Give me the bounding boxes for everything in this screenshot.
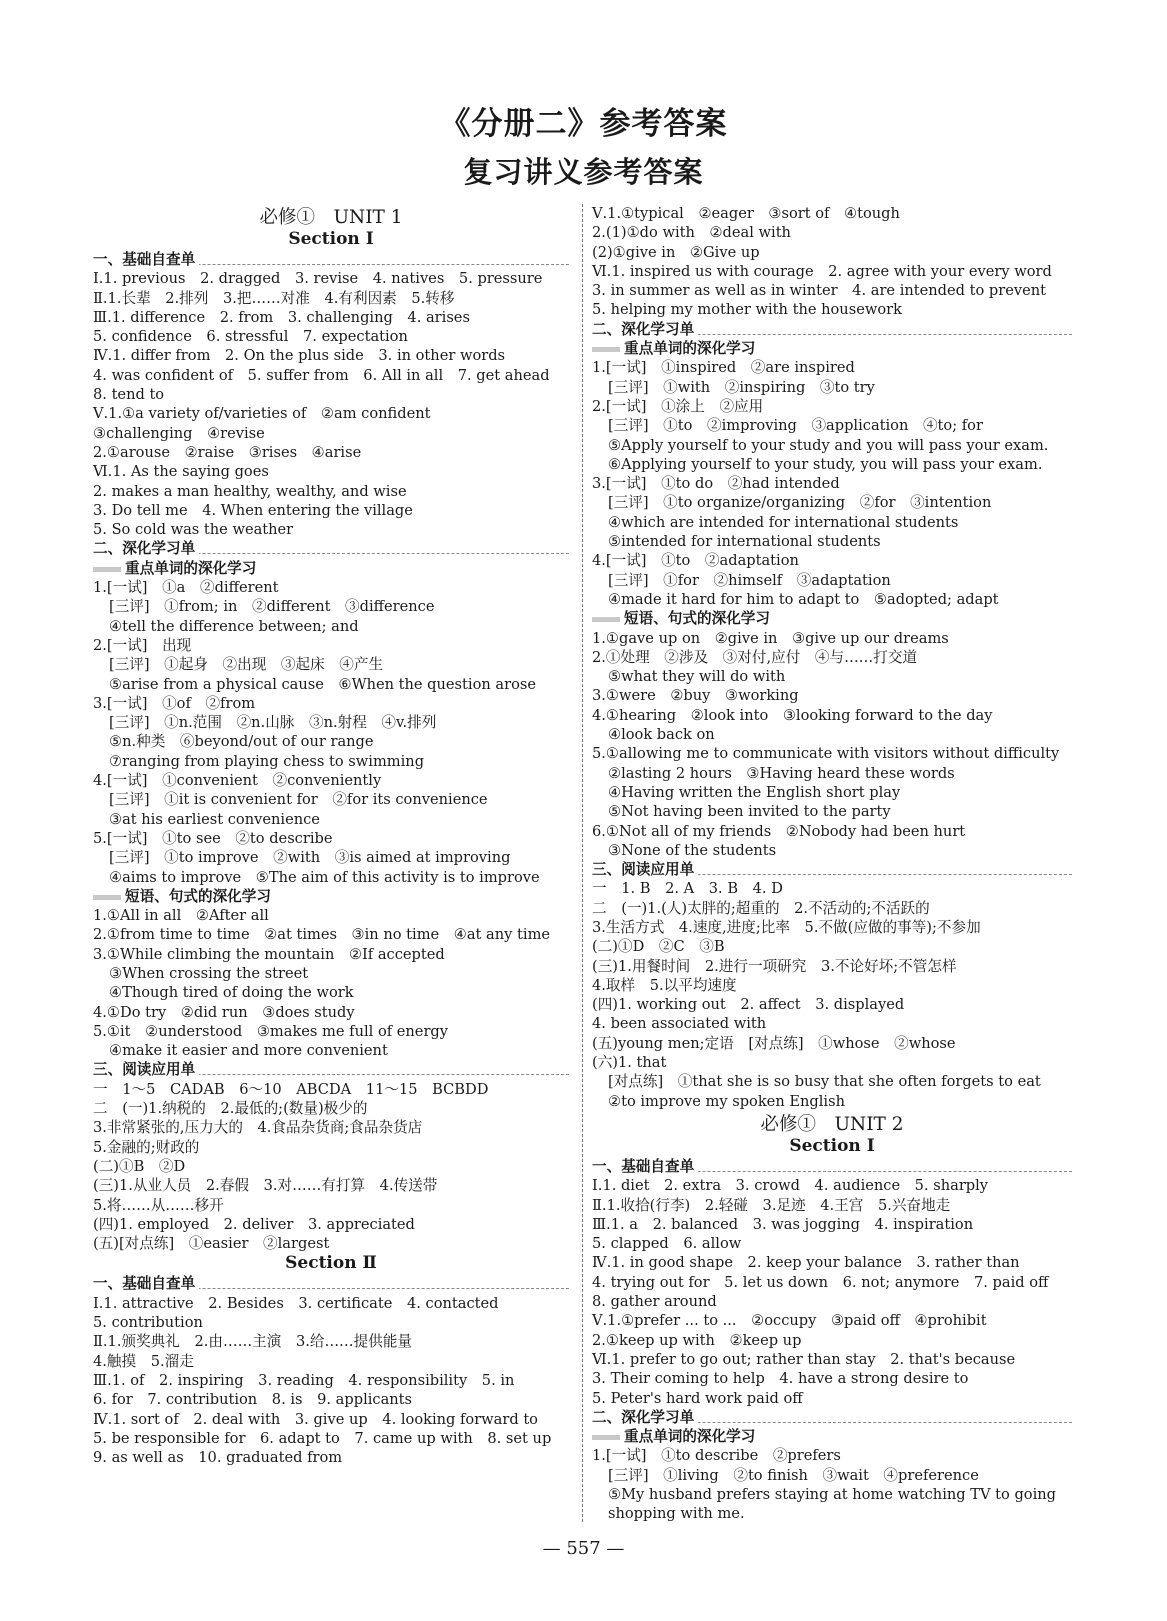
answer-line: ⑤My husband prefers staying at home watching TV to going (608, 1486, 1056, 1503)
answer-line: 5.①allowing me to communicate with visitors without difficulty (592, 745, 1060, 763)
answer-line: (二)①B ②D (93, 1157, 186, 1175)
answer-line: Ⅳ.1. differ from 2. On the plus side 3. in other words (93, 347, 506, 365)
answer-line: ⑤arise from a physical cause ⑥When the question arose (109, 675, 536, 693)
answer-line: Ⅰ.1. attractive 2. Besides 3. certificate 4. contacted (93, 1294, 499, 1312)
answer-line: ②lasting 2 hours ③Having heard these words (608, 764, 955, 782)
answer-line: ⑤Not having been invited to the party (608, 803, 891, 821)
answer-line: 一 1. B 2. A 3. B 4. D (592, 880, 783, 898)
section-heading-text: 三、阅读应用单 (592, 861, 698, 878)
answer-line: [三评] ①for ②himself ③adaptation (608, 571, 891, 589)
answer-line: 9. as well as 10. graduated from (93, 1449, 343, 1467)
answer-line: (三)1.从业人员 2.春假 3.对……有打算 4.传送带 (93, 1177, 438, 1195)
answer-line: 1.[一试] ①a ②different (93, 579, 279, 597)
answer-line: 4.触摸 5.溜走 (93, 1352, 194, 1370)
answer-line: [三评] ①to organize/organizing ②for ③intention (608, 494, 992, 512)
answer-line: ⑤Apply yourself to your study and you will pass your exam. (608, 436, 1049, 454)
answer-line: Ⅲ.1. a 2. balanced 3. was jogging 4. inspiration (592, 1215, 974, 1233)
section-heading-text: 二、深化学习单 (592, 321, 698, 338)
subsection-heading: 短语、句式的深化学习 (93, 887, 569, 906)
answer-line: Ⅳ.1. sort of 2. deal with 3. give up 4. looking forward to (93, 1410, 538, 1428)
answer-line: (五)young men;定语 [对点练] ①whose ②whose (592, 1034, 956, 1052)
answer-line: ④tell the difference between; and (109, 617, 359, 635)
answer-line: Ⅰ.1. previous 2. dragged 3. revise 4. natives 5. pressure (93, 270, 543, 288)
answer-line: (三)1.用餐时间 2.进行一项研究 3.不论好坏;不管怎样 (592, 957, 957, 975)
answer-line: Ⅵ.1. prefer to go out; rather than stay 2. that's because (592, 1350, 1016, 1368)
answer-line: 5. So cold was the weather (93, 521, 294, 539)
answer-line: ②to improve my spoken English (608, 1092, 845, 1110)
answer-line: 5. clapped 6. allow (592, 1235, 742, 1253)
section-heading-text: 二、深化学习单 (93, 540, 199, 557)
unit-title: 必修① UNIT 1 (259, 207, 403, 228)
answer-line: (六)1. that (592, 1054, 667, 1072)
answer-line: 3. Their coming to help 4. have a strong desire to (592, 1370, 969, 1388)
subsection-heading: 重点单词的深化学习 (93, 559, 569, 578)
answer-line: ③at his earliest convenience (109, 810, 320, 828)
answer-line: 5.将……从……移开 (93, 1196, 224, 1214)
answer-line: ⑤what they will do with (608, 668, 786, 686)
answer-line: 3.生活方式 4.速度,进度;比率 5.不做(应做的事等);不参加 (592, 918, 981, 936)
answer-line: [三评] ①n.范围 ②n.山脉 ③n.射程 ④v.排列 (109, 714, 437, 732)
section-heading (592, 1157, 1072, 1176)
section-heading (93, 539, 569, 558)
answer-line: [三评] ①with ②inspiring ③to try (608, 378, 875, 396)
answer-line: 2.[一试] ①涂上 ②应用 (592, 397, 764, 415)
answer-line: 2.①from time to time ②at times ③in no time ④at any time (93, 926, 551, 944)
answer-line: ⑥Applying yourself to your study, you will pass your exam. (608, 455, 1043, 473)
answer-line: Ⅵ.1. inspired us with courage 2. agree with your every word (592, 262, 1052, 280)
section-heading (592, 1408, 1072, 1427)
answer-line: 8. gather around (592, 1293, 717, 1311)
answer-line: 5. helping my mother with the housework (592, 301, 902, 319)
answer-line: 8. tend to (93, 386, 165, 404)
answer-line: (二)①D ②C ③B (592, 938, 725, 956)
answer-line: ③None of the students (608, 841, 777, 859)
answer-line: Ⅳ.1. in good shape 2. keep your balance 3. rather than (592, 1254, 1020, 1272)
answer-line: 6.①Not all of my friends ②Nobody had been hurt (592, 822, 966, 840)
answer-line: 4. was confident of 5. suffer from 6. All in all 7. get ahead (93, 366, 550, 384)
answer-line: ③challenging ④revise (93, 424, 265, 442)
answer-line: (五)[对点练] ①easier ②largest (93, 1235, 330, 1253)
answer-line: 二 (一)1.纳税的 2.最低的;(数量)极少的 (93, 1100, 368, 1118)
answer-line: 2. makes a man healthy, wealthy, and wise (93, 482, 407, 500)
answer-line: ④which are intended for international students (608, 513, 959, 531)
right-column (592, 204, 1072, 1524)
answer-line: ③When crossing the street (109, 964, 309, 982)
answer-line: ⑦ranging from playing chess to swimming (109, 752, 425, 770)
answer-line: 2.[一试] 出现 (93, 636, 192, 654)
answer-line: 二 (一)1.(人)太胖的;超重的 2.不活动的;不活跃的 (592, 899, 930, 917)
answer-line: 1.[一试] ①to describe ②prefers (592, 1447, 841, 1465)
answer-line: 3. Do tell me 4. When entering the village (93, 501, 413, 519)
section-heading (93, 250, 569, 269)
answer-line: (四)1. employed 2. deliver 3. appreciated (93, 1215, 415, 1233)
answer-line: 4. been associated with (592, 1015, 767, 1033)
answer-line: 5. contribution (93, 1314, 203, 1332)
answer-line: 5. confidence 6. stressful 7. expectation (93, 328, 408, 346)
section-heading-text: 二、深化学习单 (592, 1409, 698, 1426)
answer-line: Ⅱ.1.收拾(行李) 2.轻碰 3.足迹 4.王宫 5.兴奋地走 (592, 1196, 951, 1214)
section-heading (592, 860, 1072, 879)
answer-line: Ⅲ.1. of 2. inspiring 3. reading 4. responsibility 5. in (93, 1371, 515, 1389)
answer-line: ④look back on (608, 726, 715, 744)
answer-line: ⑤intended for international students (608, 533, 881, 551)
answer-line: 6. for 7. contribution 8. is 9. applicants (93, 1391, 413, 1409)
subsection-heading: 短语、句式的深化学习 (592, 609, 1072, 628)
unit-title: 必修① UNIT 2 (760, 1113, 904, 1135)
answer-line: 4.①Do try ②did run ③does study (93, 1003, 355, 1021)
answer-line: ④aims to improve ⑤The aim of this activity is to improve (109, 868, 540, 886)
answer-line: (2)①give in ②Give up (592, 243, 760, 261)
answer-line: Ⅱ.1.颁奖典礼 2.由……主演 3.给……提供能量 (93, 1333, 413, 1351)
answer-line: [三评] ①to ②improving ③application ④to; for (608, 417, 983, 435)
answer-line: 3.①were ②buy ③working (592, 687, 799, 705)
answer-line: 2.①arouse ②raise ③rises ④arise (93, 443, 362, 461)
answer-line: shopping with me. (608, 1505, 745, 1523)
subsection-heading: 重点单词的深化学习 (592, 1427, 1072, 1446)
answer-line: 2.①处理 ②涉及 ③对付,应付 ④与……打交道 (592, 648, 918, 666)
answer-line: 1.①All in all ②After all (93, 907, 269, 925)
left-column (93, 204, 569, 1467)
section-heading-text: 三、阅读应用单 (93, 1061, 199, 1078)
answer-line: [三评] ①起身 ②出现 ③起床 ④产生 (109, 656, 384, 674)
answer-line: (四)1. working out 2. affect 3. displayed (592, 996, 905, 1014)
column-divider (582, 204, 583, 1522)
answer-line: ④Though tired of doing the work (109, 984, 354, 1002)
page-title: 《分册二》参考答案 (439, 106, 728, 142)
answer-line: 一 1～5 CADAB 6～10 ABCDA 11～15 BCBDD (93, 1080, 489, 1098)
answer-line: 2.①keep up with ②keep up (592, 1331, 802, 1349)
answer-line: 5. be responsible for 6. adapt to 7. came up with 8. set up (93, 1429, 552, 1447)
answer-line: 5. Peter's hard work paid off (592, 1389, 803, 1407)
answer-line: [对点练] ①that she is so busy that she often forgets to eat (608, 1073, 1041, 1091)
answer-line: Ⅴ.1.①a variety of/varieties of ②am confident (93, 405, 431, 423)
page-subtitle: 复习讲义参考答案 (463, 155, 704, 189)
answer-line: [三评] ①living ②to finish ③wait ④preference (608, 1466, 979, 1484)
answer-line: 1.①gave up on ②give in ③give up our dreams (592, 629, 949, 647)
answer-line: 2.(1)①do with ②deal with (592, 224, 791, 242)
answer-line: Ⅴ.1.①typical ②eager ③sort of ④tough (592, 205, 900, 222)
answer-line: 5.[一试] ①to see ②to describe (93, 829, 333, 847)
section-heading-text: 一、基础自查单 (592, 1158, 698, 1175)
section-heading-text: 一、基础自查单 (93, 251, 199, 268)
answer-line: [三评] ①it is convenient for ②for its convenience (109, 791, 488, 809)
answer-line: 4.①hearing ②look into ③looking forward to the day (592, 706, 993, 724)
answer-line: 4. trying out for 5. let us down 6. not; anymore 7. paid off (592, 1273, 1049, 1291)
subsection-heading: 重点单词的深化学习 (592, 339, 1072, 358)
answer-line: 3.[一试] ①of ②from (93, 694, 256, 712)
answer-line: Ⅱ.1.长辈 2.排列 3.把……对准 4.有利因素 5.转移 (93, 289, 455, 307)
answer-line: ④make it easier and more convenient (109, 1042, 388, 1060)
answer-line: 3.[一试] ①to do ②had intended (592, 475, 840, 493)
answer-line: [三评] ①to improve ②with ③is aimed at improving (109, 849, 511, 867)
answer-line: Ⅴ.1.①prefer ... to ... ②occupy ③paid off ④prohibit (592, 1312, 987, 1330)
answer-line: Ⅵ.1. As the saying goes (93, 463, 269, 481)
section-title: Section Ⅱ (285, 1253, 377, 1274)
answer-line: 3.非常紧张的,压力大的 4.食品杂货商;食品杂货店 (93, 1119, 423, 1137)
section-title: Section Ⅰ (288, 229, 374, 249)
section-heading (592, 320, 1072, 339)
answer-line: 4.[一试] ①to ②adaptation (592, 552, 799, 570)
answer-line: 5.①it ②understood ③makes me full of energy (93, 1022, 449, 1040)
answer-line: 4.取样 5.以平均速度 (592, 976, 737, 994)
answer-line: Ⅰ.1. diet 2. extra 3. crowd 4. audience 5. sharply (592, 1177, 989, 1195)
answer-line: 3. in summer as well as in winter 4. are intended to prevent (592, 282, 1047, 300)
section-title: Section Ⅰ (789, 1135, 875, 1156)
answer-line: ④Having written the English short play (608, 783, 901, 801)
answer-line: 3.①While climbing the mountain ②If accepted (93, 945, 445, 963)
page-number: — 557 — (542, 1538, 625, 1559)
section-heading (93, 1274, 569, 1293)
answer-line: ④made it hard for him to adapt to ⑤adopted; adapt (608, 590, 999, 608)
answer-line: 4.[一试] ①convenient ②conveniently (93, 772, 382, 790)
answer-line: Ⅲ.1. difference 2. from 3. challenging 4. arises (93, 308, 470, 326)
section-heading (93, 1060, 569, 1079)
answer-line: ⑤n.种类 ⑥beyond/out of our range (109, 733, 374, 751)
answer-line: 5.金融的;财政的 (93, 1138, 200, 1156)
answer-line: 1.[一试] ①inspired ②are inspired (592, 359, 855, 377)
answer-line: [三评] ①from; in ②different ③difference (109, 598, 435, 616)
section-heading-text: 一、基础自查单 (93, 1275, 199, 1292)
